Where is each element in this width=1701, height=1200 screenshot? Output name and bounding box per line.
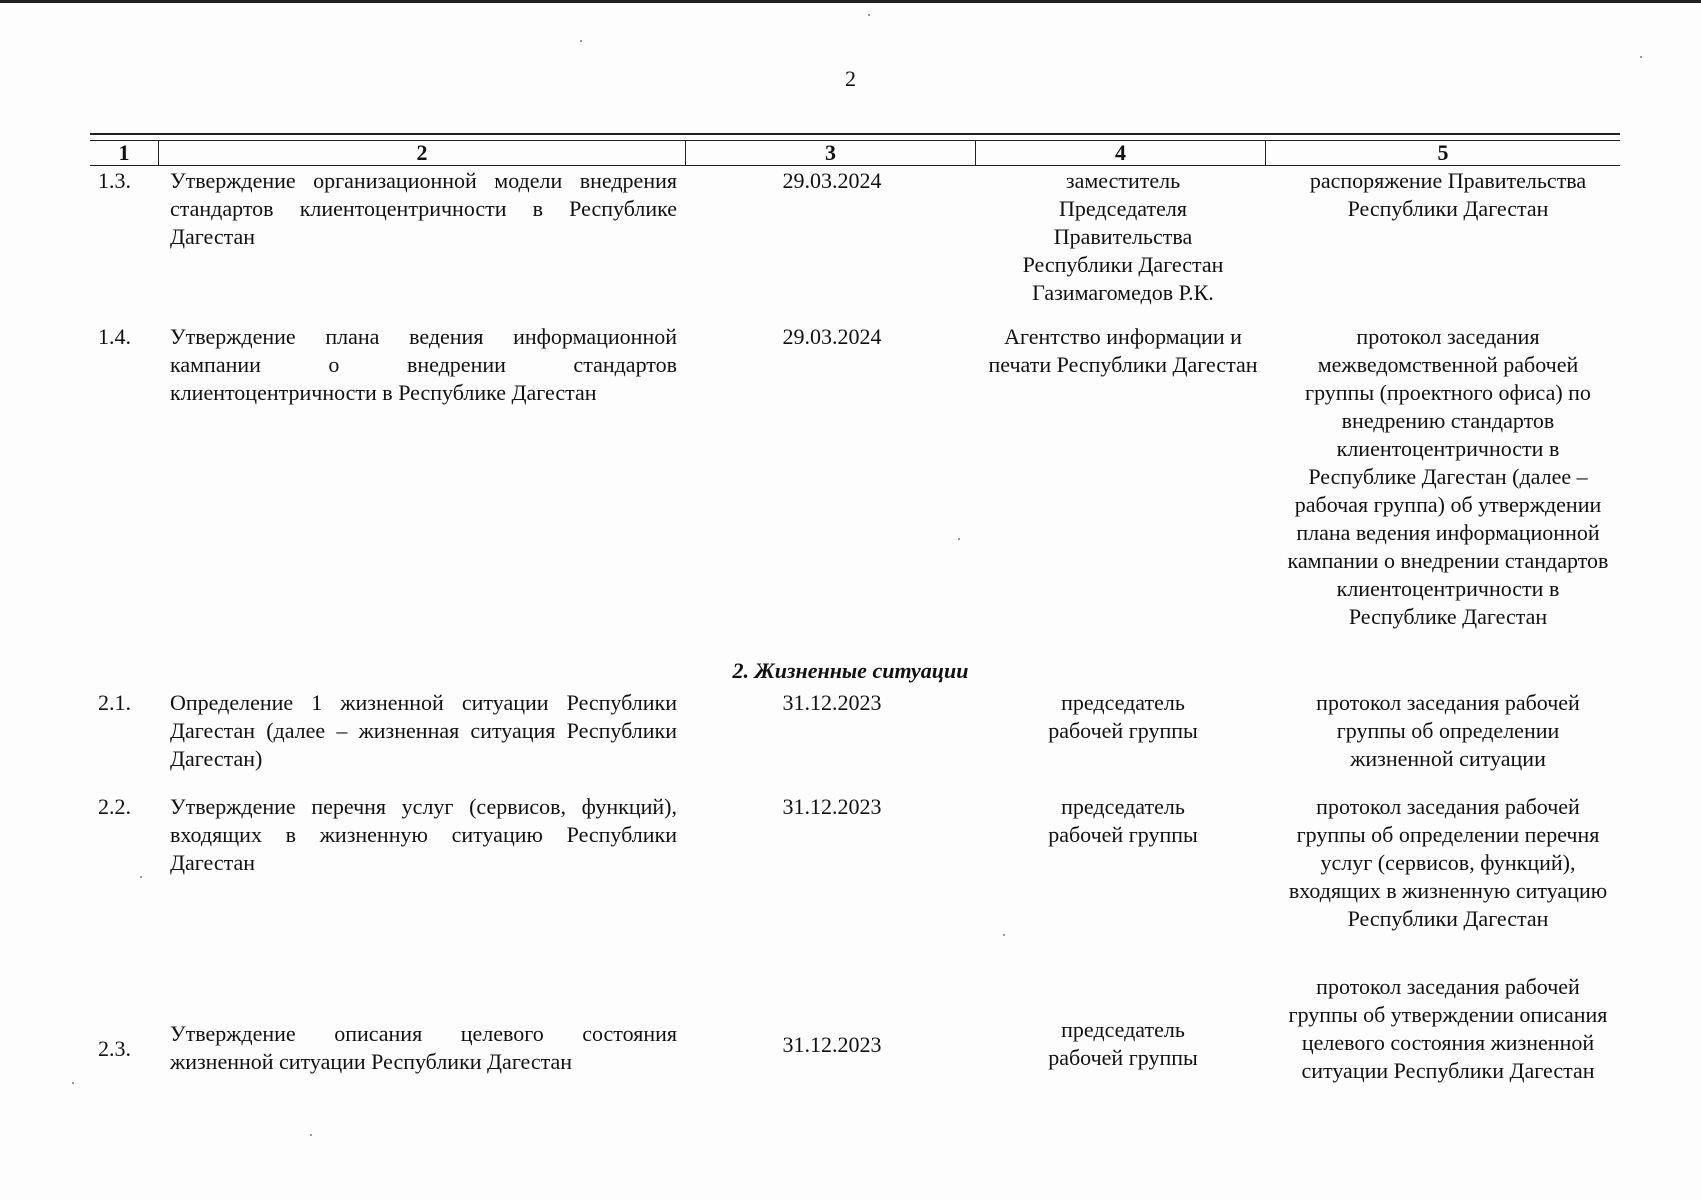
row-number: 2.2.	[98, 794, 131, 819]
row-description: Определение 1 жизненной ситуации Республики Дагестан (далее – жизненная ситуация Республики Дагестан)	[170, 690, 677, 771]
header-col-4: 4	[975, 141, 1265, 165]
row-description: Утверждение перечня услуг (сервисов, функций), входящих в жизненную ситуацию Республики Дагестан	[170, 794, 677, 875]
row-responsible: председатель рабочей группы	[1048, 1017, 1198, 1070]
row-number: 2.1.	[98, 690, 131, 715]
row-date: 31.12.2023	[782, 1032, 882, 1057]
row-result: распоряжение Правительства Республики Дагестан	[1309, 168, 1587, 221]
header-col-3: 3	[685, 141, 975, 165]
scan-speck	[1003, 934, 1005, 936]
header-col-1: 1	[118, 140, 130, 165]
row-result: протокол заседания рабочей группы об определении жизненной ситуации	[1316, 690, 1580, 771]
row-date: 31.12.2023	[782, 794, 882, 819]
row-description: Утверждение описания целевого состояния жизненной ситуации Республики Дагестан	[170, 1021, 677, 1074]
section-title: 2. Жизненные ситуации	[732, 658, 969, 683]
scan-speck	[958, 538, 960, 540]
row-responsible: заместитель Председателя Правительства Республики Дагестан Газимагомедов Р.К.	[1022, 168, 1224, 305]
header-col-5: 5	[1265, 141, 1620, 165]
row-result: протокол заседания рабочей группы об определении перечня услуг (сервисов, функций), входящих в жизненную ситуацию Республики Дагестан	[1288, 794, 1608, 931]
row-responsible: председатель рабочей группы	[1048, 690, 1198, 743]
row-description: Утверждение плана ведения информационной кампании о внедрении стандартов клиентоцентричности в Республике Дагестан	[170, 324, 677, 405]
page-number: 2	[845, 66, 856, 91]
table-header-row	[90, 140, 1620, 166]
scan-speck	[1640, 56, 1642, 58]
scan-speck	[140, 876, 142, 878]
row-result: протокол заседания межведомственной рабочей группы (проектного офиса) по внедрению стандартов клиентоцентричности в Республике Дагестан (далее – рабочая группа) об утверждении плана ведения информационной кампании о внедрении стандартов клиентоцентричности в Республике Дагестан	[1287, 324, 1609, 629]
row-result: протокол заседания рабочей группы об утверждении описания целевого состояния жизненной ситуации Республики Дагестан	[1288, 974, 1608, 1083]
row-responsible: Агентство информации и печати Республики Дагестан	[988, 324, 1258, 377]
row-date: 29.03.2024	[782, 324, 882, 349]
header-col-2: 2	[158, 141, 685, 165]
scan-speck	[580, 40, 582, 42]
row-description: Утверждение организационной модели внедрения стандартов клиентоцентричности в Республике Дагестан	[170, 168, 677, 249]
row-number: 1.4.	[98, 324, 131, 349]
scan-speck	[310, 1134, 312, 1136]
scan-speck	[72, 1082, 74, 1084]
row-responsible: председатель рабочей группы	[1048, 794, 1198, 847]
table-top-rule	[90, 133, 1620, 135]
row-date: 31.12.2023	[782, 690, 882, 715]
row-date: 29.03.2024	[782, 168, 882, 193]
scan-speck	[868, 14, 870, 16]
scan-edge	[0, 0, 1701, 3]
row-number: 2.3.	[98, 1036, 131, 1061]
row-number: 1.3.	[98, 168, 131, 193]
